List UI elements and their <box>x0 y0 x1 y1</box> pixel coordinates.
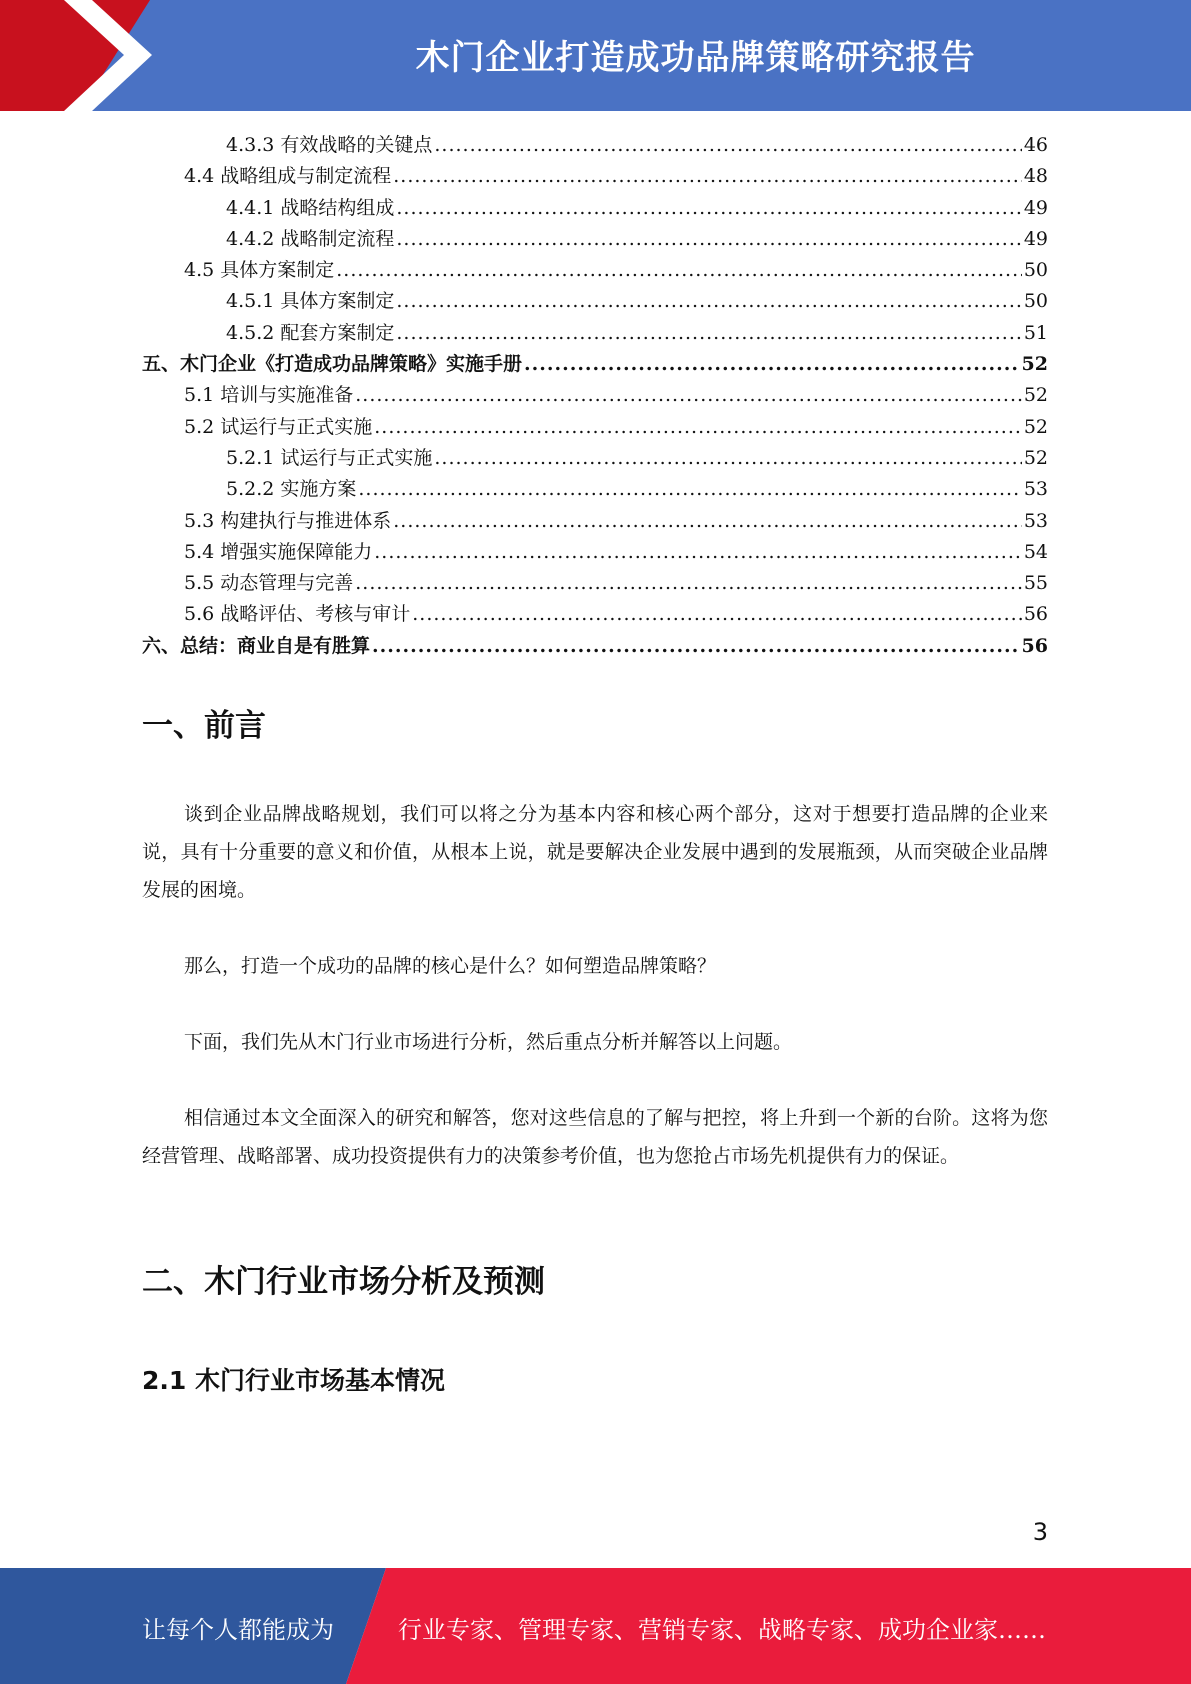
toc-entry-page: 50 <box>1023 290 1048 313</box>
toc-entry-page: 56 <box>1021 634 1048 657</box>
toc-entry[interactable] <box>142 474 1048 505</box>
toc-entry-title: 4.3.3 有效战略的关键点 <box>226 134 433 156</box>
toc-entry-title: 5.2.2 实施方案 <box>226 478 357 501</box>
toc-dot-leader <box>393 506 1022 537</box>
toc-entry[interactable] <box>142 443 1048 474</box>
section-2-1-heading: 2.1 木门行业市场基本情况 <box>142 1366 445 1395</box>
toc-entry[interactable] <box>142 537 1048 568</box>
toc-entry[interactable] <box>142 599 1048 630</box>
toc-dot-leader <box>336 255 1022 286</box>
toc-entry[interactable] <box>142 193 1048 224</box>
toc-entry[interactable] <box>142 506 1048 537</box>
preface-paragraph-3: 下面，我们先从木门行业市场进行分析，然后重点分析并解答以上问题。 <box>184 1031 793 1053</box>
toc-entry-page: 49 <box>1023 227 1048 250</box>
toc-entry[interactable] <box>142 161 1048 192</box>
toc-entry-title: 5.3 构建执行与推进体系 <box>184 509 392 532</box>
toc-dot-leader <box>396 318 1021 349</box>
toc-entry[interactable] <box>142 349 1048 380</box>
header-arrow-decoration <box>0 0 300 111</box>
toc-dot-leader <box>412 599 1022 630</box>
chapter2-heading: 二、木门行业市场分析及预测 <box>142 1264 545 1300</box>
toc-dot-leader <box>393 161 1022 192</box>
toc-entry-page: 53 <box>1023 478 1048 501</box>
toc-entry-page: 56 <box>1023 603 1048 626</box>
preface-paragraph-1: 谈到企业品牌战略规划，我们可以将之分为基本内容和核心两个部分，这对于想要打造品牌的企业来说，具有十分重要的意义和价值，从根本上说，就是要解决企业发展中遇到的发展瓶颈，从而突破企业品牌发展的困境。 <box>142 803 1048 901</box>
toc-entry[interactable] <box>142 318 1048 349</box>
toc-dot-leader <box>434 443 1021 474</box>
toc-entry-title: 六、总结：商业自是有胜算 <box>142 634 371 657</box>
toc-entry-page: 50 <box>1023 259 1048 282</box>
toc-dot-leader <box>396 193 1021 224</box>
report-title: 木门企业打造成功品牌策略研究报告 <box>415 38 976 78</box>
toc-entry-page: 55 <box>1023 572 1048 595</box>
preface-paragraph-4: 相信通过本文全面深入的研究和解答，您对这些信息的了解与把控，将上升到一个新的台阶。这将为您经营管理、战略部署、成功投资提供有力的决策参考价值，也为您抢占市场先机提供有力的保证。 <box>142 1107 1048 1167</box>
toc-dot-leader <box>358 474 1021 505</box>
toc-entry-page: 51 <box>1023 321 1048 344</box>
preface-heading: 一、前言 <box>142 708 266 744</box>
toc-entry-page: 52 <box>1023 415 1048 438</box>
page-number: 3 <box>1032 1518 1048 1546</box>
toc-dot-leader <box>355 568 1022 599</box>
toc-entry-page: 52 <box>1023 384 1048 407</box>
page-footer <box>0 1568 1191 1684</box>
toc-entry-page: 46 <box>1023 134 1048 156</box>
toc-entry-page: 49 <box>1023 196 1048 219</box>
toc-entry-title: 五、木门企业《打造成功品牌策略》实施手册 <box>142 353 523 376</box>
toc-entry-title: 5.2 试运行与正式实施 <box>184 415 373 438</box>
toc-entry-title: 4.5.2 配套方案制定 <box>226 321 395 344</box>
toc-entry-page: 52 <box>1023 446 1048 469</box>
preface-paragraph-2: 那么，打造一个成功的品牌的核心是什么？如何塑造品牌策略？ <box>184 955 717 977</box>
toc-entry-title: 5.2.1 试运行与正式实施 <box>226 446 433 469</box>
toc-entry-page: 54 <box>1023 540 1048 563</box>
toc-entry[interactable] <box>142 224 1048 255</box>
footer-slogan-left: 让每个人都能成为 <box>142 1616 334 1644</box>
toc-entry-title: 4.5.1 具体方案制定 <box>226 290 395 313</box>
toc-entry-title: 5.5 动态管理与完善 <box>184 572 354 595</box>
toc-entry[interactable] <box>142 255 1048 286</box>
toc-dot-leader <box>396 224 1021 255</box>
toc-entry[interactable] <box>142 412 1048 443</box>
toc-entry-page: 52 <box>1021 353 1048 376</box>
footer-slogan-right: 行业专家、管理专家、营销专家、战略专家、成功企业家…… <box>398 1616 1046 1644</box>
toc-entry-title: 5.6 战略评估、考核与审计 <box>184 603 411 626</box>
toc-entry-title: 4.5 具体方案制定 <box>184 259 335 282</box>
toc-dot-leader <box>372 631 1020 662</box>
toc-entry-page: 53 <box>1023 509 1048 532</box>
toc-entry[interactable] <box>142 286 1048 317</box>
toc-entry[interactable] <box>142 380 1048 411</box>
toc-entry[interactable] <box>142 568 1048 599</box>
toc-dot-leader <box>374 412 1022 443</box>
toc-entry-page: 48 <box>1023 165 1048 188</box>
toc-dot-leader <box>374 537 1022 568</box>
toc-dot-leader <box>524 349 1020 380</box>
toc-entry-title: 5.4 增强实施保障能力 <box>184 540 373 563</box>
toc-dot-leader <box>396 286 1021 317</box>
toc-dot-leader <box>355 380 1022 411</box>
toc-entry[interactable] <box>142 631 1048 662</box>
toc-entry-title: 4.4 战略组成与制定流程 <box>184 165 392 188</box>
toc-dot-leader <box>434 130 1021 161</box>
page-header <box>0 0 1191 111</box>
toc-entry-title: 4.4.2 战略制定流程 <box>226 227 395 250</box>
toc-entry[interactable] <box>142 130 1048 161</box>
table-of-contents <box>142 130 1048 662</box>
toc-entry-title: 5.1 培训与实施准备 <box>184 384 354 407</box>
toc-entry-title: 4.4.1 战略结构组成 <box>226 196 395 219</box>
